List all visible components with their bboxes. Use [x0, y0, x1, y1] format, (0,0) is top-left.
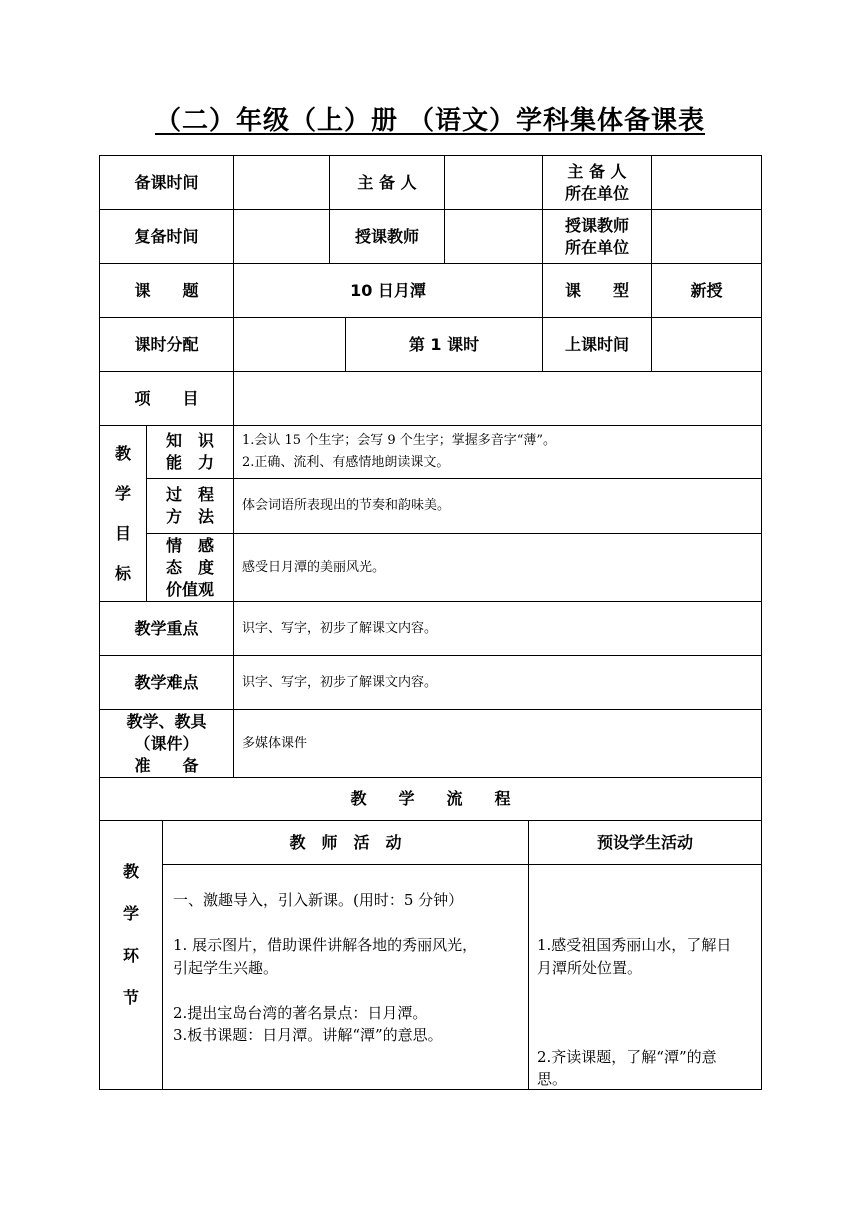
tools-label: 教学、教具 （课件） 准 备 — [99, 709, 234, 778]
teacher-label: 授课教师 — [329, 209, 445, 264]
process-side-label: 教 学 环 节 — [99, 820, 163, 1090]
student-line: 2.齐读课题，了解“潭”的意 — [537, 1048, 717, 1066]
class-time-label: 上课时间 — [542, 317, 652, 372]
tools-value: 多媒体课件 — [233, 709, 762, 778]
lead-preparer-label: 主 备 人 — [329, 155, 445, 210]
teacher-activity-content — [162, 864, 529, 1090]
teacher-line: 1. 展示图片，借助课件讲解各地的秀丽风光， — [173, 936, 478, 954]
key-points-value: 识字、写字，初步了解课文内容。 — [233, 601, 762, 656]
teacher-unit-label: 授课教师 所在单位 — [542, 209, 652, 264]
student-line: 思。 — [537, 1070, 568, 1088]
prep-time-value — [233, 155, 330, 210]
type-value: 新授 — [651, 263, 762, 318]
goal-process-text: 体会词语所表现出的节奏和韵味美。 — [233, 478, 762, 534]
item-label: 项 目 — [99, 371, 234, 426]
goal-knowledge-label: 知 识 能 力 — [146, 425, 234, 479]
teacher-unit-value — [651, 209, 762, 264]
prep-time-label: 备课时间 — [99, 155, 234, 210]
lead-unit-value — [651, 155, 762, 210]
lead-preparer-value — [444, 155, 543, 210]
teacher-activity-header: 教 师 活 动 — [162, 820, 529, 865]
period-blank — [233, 317, 346, 372]
type-label: 课 型 — [542, 263, 652, 318]
student-activity-header: 预设学生活动 — [528, 820, 762, 865]
teacher-line: 引起学生兴趣。 — [173, 959, 279, 977]
class-time-value — [651, 317, 762, 372]
student-activity-content — [528, 864, 762, 1090]
review-time-value — [233, 209, 330, 264]
item-value — [233, 371, 762, 426]
goal-knowledge-text: 1.会认 15 个生字；会写 9 个生字；掌握多音字“薄”。 2.正确、流利、有感情地朗读课文。 — [233, 425, 762, 479]
key-points-label: 教学重点 — [99, 601, 234, 656]
review-time-label: 复备时间 — [99, 209, 234, 264]
teacher-line: 3.板书课题：日月潭。讲解“潭”的意思。 — [173, 1026, 443, 1044]
topic-value: 10 日月潭 — [233, 263, 543, 318]
goal-emotion-text: 感受日月潭的美丽风光。 — [233, 533, 762, 602]
teacher-value — [444, 209, 543, 264]
teacher-line: 一、激趣导入，引入新课。(用时：5 分钟） — [173, 891, 464, 909]
period-label: 课时分配 — [99, 317, 234, 372]
student-line: 月潭所处位置。 — [537, 959, 643, 977]
lead-unit-label: 主 备 人 所在单位 — [542, 155, 652, 210]
goals-side-label: 教 学 目 标 — [99, 425, 147, 602]
difficulties-label: 教学难点 — [99, 655, 234, 710]
period-value: 第 1 课时 — [345, 317, 543, 372]
teacher-line: 2.提出宝岛台湾的著名景点：日月潭。 — [173, 1004, 428, 1022]
goal-emotion-label: 情 感 态 度 价值观 — [146, 533, 234, 602]
student-line: 1.感受祖国秀丽山水，了解日 — [537, 936, 732, 954]
page-title: （二）年级（上）册 （语文）学科集体备课表 — [154, 106, 706, 136]
topic-label: 课 题 — [99, 263, 234, 318]
difficulties-value: 识字、写字，初步了解课文内容。 — [233, 655, 762, 710]
process-heading: 教 学 流 程 — [99, 777, 762, 821]
goal-process-label: 过 程 方 法 — [146, 478, 234, 534]
